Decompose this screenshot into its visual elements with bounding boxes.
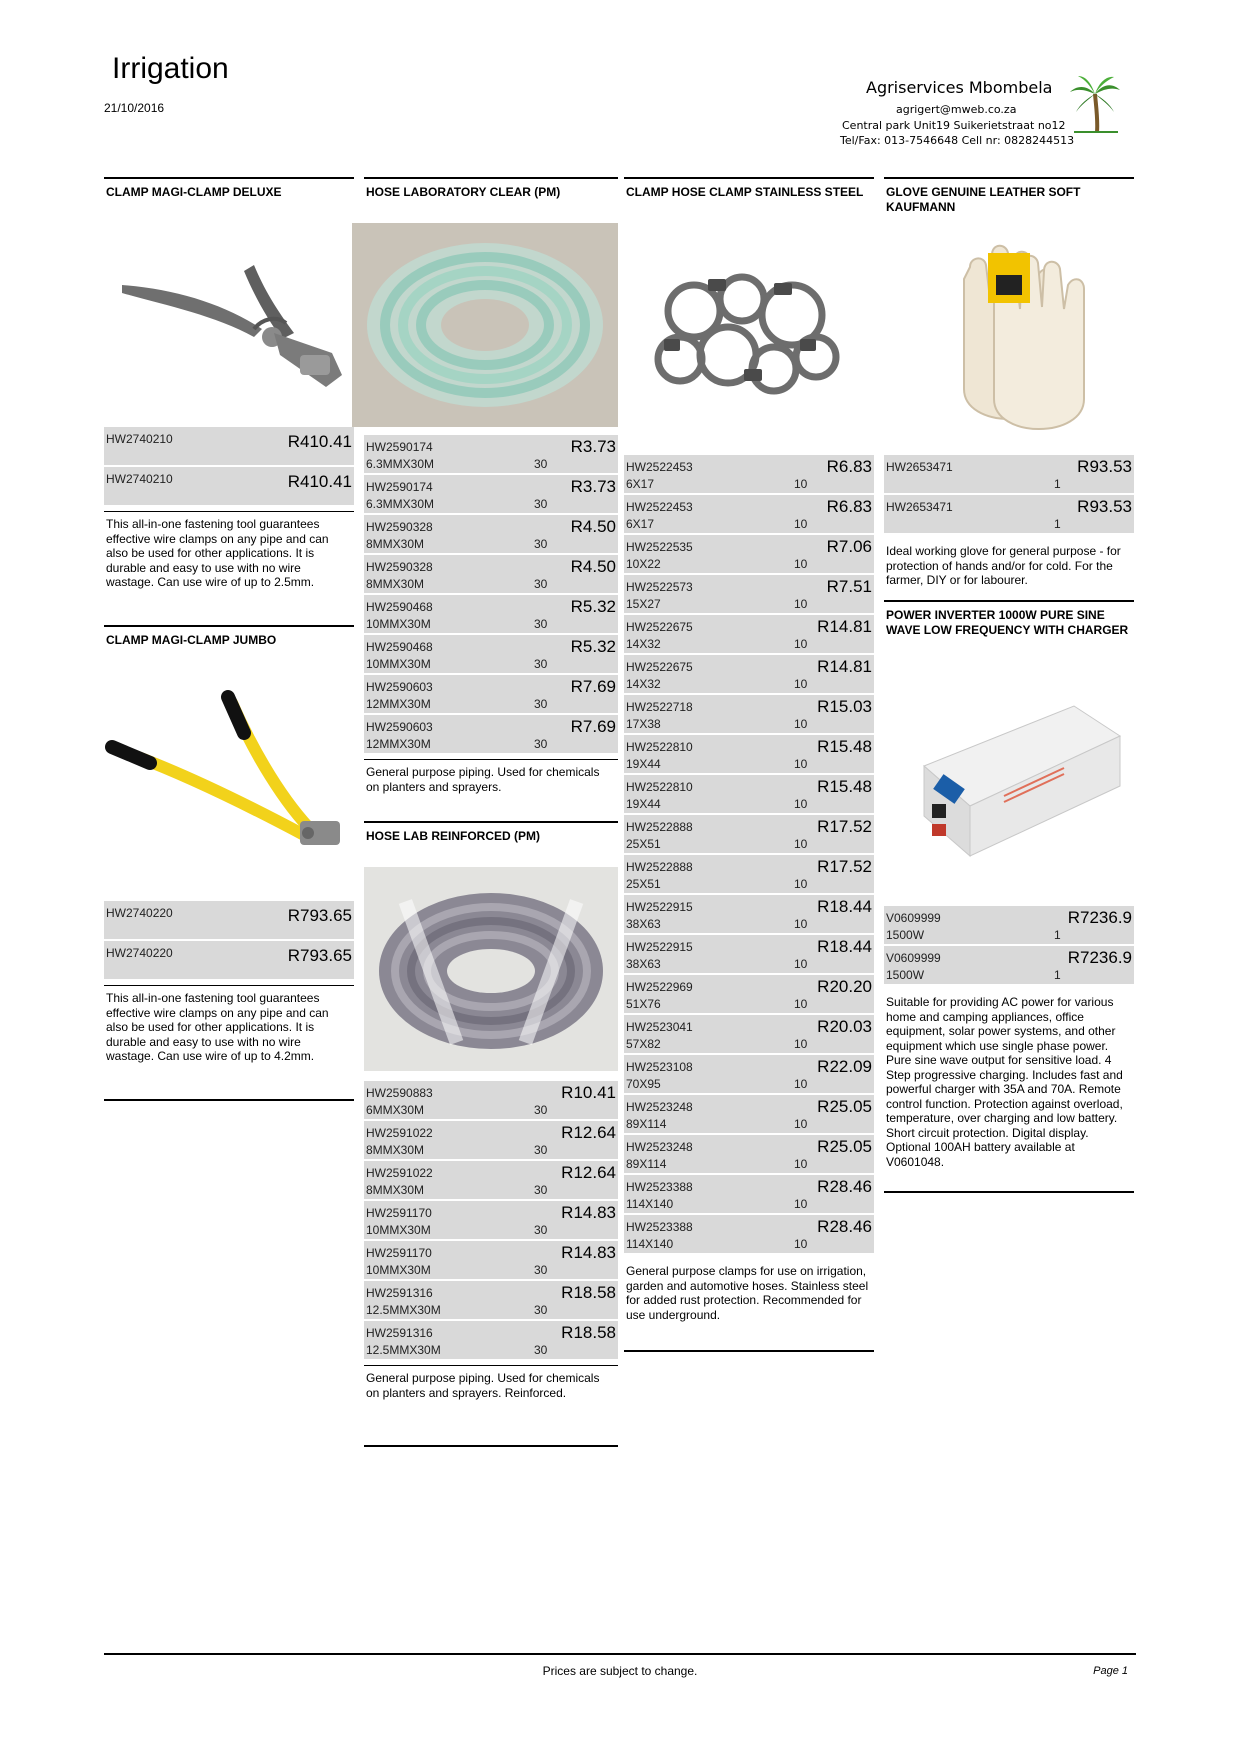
product-price: R20.20: [817, 977, 872, 996]
product-size: 114X140: [626, 1237, 674, 1251]
product-size: 89X114: [626, 1157, 667, 1171]
product-qty: 10: [794, 677, 808, 691]
product-code: HW2740210: [106, 432, 173, 446]
product-row: [364, 635, 618, 675]
product-title: GLOVE GENUINE LEATHER SOFT KAUFMANN: [886, 185, 1081, 214]
product-price: R7236.9: [1067, 948, 1132, 967]
product-size: 38X63: [626, 957, 661, 971]
product-price: R10.41: [561, 1083, 616, 1102]
product-row: [364, 1121, 618, 1161]
product-price: R14.83: [561, 1203, 616, 1222]
product-code: HW2522535: [626, 540, 693, 554]
product-title: HOSE LABORATORY CLEAR (PM): [366, 185, 561, 199]
product-code: V0609999: [886, 911, 941, 925]
product-price: R793.65: [287, 946, 352, 965]
product-code: HW2591022: [366, 1126, 433, 1140]
product-price: R7.51: [826, 577, 872, 596]
product-row: [884, 946, 1134, 986]
product-price: R14.81: [817, 617, 872, 636]
page-number: Page 1: [1093, 1665, 1128, 1677]
product-qty: 10: [794, 557, 808, 571]
product-code: HW2591022: [366, 1166, 433, 1180]
product-code: HW2522915: [626, 940, 693, 954]
footer-divider: [104, 1653, 1136, 1655]
product-price: R18.58: [561, 1283, 616, 1302]
product-row: [104, 941, 354, 981]
product-price: R3.73: [570, 437, 616, 456]
product-row: [884, 495, 1134, 535]
product-size: 6X17: [626, 517, 655, 531]
product-row: [364, 435, 618, 475]
product-qty: 10: [794, 997, 808, 1011]
product-qty: 30: [534, 497, 548, 511]
product-code: HW2590468: [366, 640, 433, 654]
product-row: [624, 895, 874, 935]
product-code: HW2591170: [366, 1206, 432, 1220]
product-row: [624, 455, 874, 495]
product-qty: 30: [534, 457, 548, 471]
divider: [624, 177, 874, 179]
product-qty: 30: [534, 1343, 548, 1357]
product-price: R7.69: [570, 717, 616, 736]
product-qty: 10: [794, 1197, 808, 1211]
product-price: R17.52: [817, 817, 872, 836]
product-code: HW2522573: [626, 580, 693, 594]
product-price: R93.53: [1077, 457, 1132, 476]
product-price: R5.32: [570, 637, 616, 656]
product-size: 6.3MMX30M: [366, 457, 435, 471]
product-size: 17X38: [626, 717, 661, 731]
divider: [104, 1099, 354, 1101]
product-code: HW2522810: [626, 780, 693, 794]
product-code: HW2522888: [626, 820, 693, 834]
product-size: 19X44: [626, 797, 661, 811]
product-size: 8MMX30M: [366, 1183, 425, 1197]
product-code: HW2653471: [886, 500, 953, 514]
product-size: 12.5MMX30M: [366, 1343, 441, 1357]
product-row: [624, 535, 874, 575]
product-price: R3.73: [570, 477, 616, 496]
product-size: 10X22: [626, 557, 661, 571]
product-size: 8MMX30M: [366, 1143, 425, 1157]
divider: [364, 821, 618, 823]
product-price: R18.44: [817, 937, 872, 956]
product-qty: 30: [534, 737, 548, 751]
product-price: R5.32: [570, 597, 616, 616]
product-row: [624, 575, 874, 615]
product-code: HW2740210: [106, 472, 173, 486]
reinforced-hose-coil-icon: [364, 867, 618, 1071]
product-row: [624, 1055, 874, 1095]
yellow-clamp-tool-icon: [104, 653, 354, 901]
product-price: R20.03: [817, 1017, 872, 1036]
product-size: 19X44: [626, 757, 661, 771]
product-price: R4.50: [570, 517, 616, 536]
product-code: HW2522718: [626, 700, 693, 714]
product-code: HW2523041: [626, 1020, 693, 1034]
product-row: [104, 467, 354, 507]
product-code: HW2740220: [106, 946, 173, 960]
divider: [884, 1191, 1134, 1193]
product-size: 12.5MMX30M: [366, 1303, 441, 1317]
product-price: R14.81: [817, 657, 872, 676]
product-size: 6.3MMX30M: [366, 497, 435, 511]
product-price: R12.64: [561, 1163, 616, 1182]
product-qty: 10: [794, 597, 808, 611]
product-row: [624, 1175, 874, 1215]
palm-tree-icon: [1068, 74, 1122, 134]
product-description: General purpose clamps for use on irrigation, garden and automotive hoses. Stainless steel for added rust protection. Recommended for use underground.: [626, 1264, 869, 1322]
product-row: [624, 735, 874, 775]
product-qty: 30: [534, 1303, 548, 1317]
product-size: 6X17: [626, 477, 655, 491]
product-price: R410.41: [287, 472, 352, 491]
product-code: HW2523248: [626, 1100, 693, 1114]
product-qty: 10: [794, 1157, 808, 1171]
product-size: 70X95: [626, 1077, 661, 1091]
product-row: [364, 1321, 618, 1361]
product-price: R6.83: [826, 457, 872, 476]
column-1: [104, 177, 354, 1101]
product-qty: 10: [794, 1117, 808, 1131]
product-qty: 1: [1054, 477, 1061, 491]
product-qty: 1: [1054, 928, 1061, 942]
product-size: 1500W: [886, 928, 925, 942]
product-qty: 10: [794, 1037, 808, 1051]
product-code: HW2590883: [366, 1086, 433, 1100]
product-row: [364, 715, 618, 755]
product-row: [364, 475, 618, 515]
product-title: HOSE LAB REINFORCED (PM): [366, 829, 540, 843]
hose-clamps-icon: [624, 219, 874, 455]
product-row: [364, 1241, 618, 1281]
product-price: R25.05: [817, 1137, 872, 1156]
product-code: HW2590468: [366, 600, 433, 614]
divider: [884, 600, 1134, 602]
company-logo-block: [840, 78, 1140, 150]
product-row: [624, 775, 874, 815]
product-size: 114X140: [626, 1197, 674, 1211]
product-size: 12MMX30M: [366, 737, 431, 751]
product-code: HW2590328: [366, 520, 433, 534]
product-price: R12.64: [561, 1123, 616, 1142]
divider: [364, 177, 618, 179]
product-code: HW2522915: [626, 900, 693, 914]
product-price: R17.52: [817, 857, 872, 876]
company-name: Agriservices Mbombela: [866, 78, 1053, 97]
product-size: 51X76: [626, 997, 661, 1011]
column-2: [364, 177, 618, 1447]
product-row: [624, 495, 874, 535]
product-size: 1500W: [886, 968, 925, 982]
product-code: HW2522810: [626, 740, 693, 754]
product-description: This all-in-one fastening tool guarantees effective wire clamps on any pipe and can also be used for other applications. It is durable and easy to use with no wire wastage. Can use wire of up to 4.2mm.: [104, 985, 354, 1099]
product-qty: 10: [794, 517, 808, 531]
company-email: agrigert@mweb.co.za: [896, 103, 1017, 116]
product-row: [104, 427, 354, 467]
product-code: HW2590603: [366, 720, 433, 734]
product-row: [364, 515, 618, 555]
product-qty: 10: [794, 757, 808, 771]
product-qty: 10: [794, 957, 808, 971]
product-qty: 10: [794, 637, 808, 651]
product-row: [364, 1281, 618, 1321]
product-row: [624, 1015, 874, 1055]
page-date: 21/10/2016: [104, 101, 165, 115]
product-size: 14X32: [626, 637, 661, 651]
company-phone: Tel/Fax: 013-7546648 Cell nr: 0828244513: [840, 134, 1075, 147]
product-code: HW2740220: [106, 906, 173, 920]
divider: [104, 625, 354, 627]
product-row: [884, 906, 1134, 946]
product-qty: 30: [534, 577, 548, 591]
pliers-clamp-icon: [104, 205, 354, 427]
product-size: 12MMX30M: [366, 697, 431, 711]
product-qty: 10: [794, 1237, 808, 1251]
product-row: [364, 1161, 618, 1201]
product-code: HW2523248: [626, 1140, 693, 1154]
product-size: 38X63: [626, 917, 661, 931]
product-title: CLAMP MAGI-CLAMP DELUXE: [106, 185, 282, 199]
power-inverter-icon: [884, 656, 1134, 906]
product-size: 6MMX30M: [366, 1103, 425, 1117]
product-code: HW2523388: [626, 1220, 693, 1234]
company-address: Central park Unit19 Suikerietstraat no12: [842, 119, 1066, 132]
product-size: 10MMX30M: [366, 657, 431, 671]
product-code: HW2522969: [626, 980, 693, 994]
product-price: R28.46: [817, 1177, 872, 1196]
product-qty: 1: [1054, 968, 1061, 982]
product-code: HW2591316: [366, 1286, 433, 1300]
product-row: [364, 595, 618, 635]
product-price: R14.83: [561, 1243, 616, 1262]
product-price: R15.48: [817, 737, 872, 756]
product-code: HW2522453: [626, 460, 693, 474]
product-qty: 30: [534, 1223, 548, 1237]
price-disclaimer: Prices are subject to change.: [542, 1664, 698, 1678]
product-size: 10MMX30M: [366, 1263, 431, 1277]
product-code: HW2590328: [366, 560, 433, 574]
divider: [104, 177, 354, 179]
product-price: R7236.9: [1067, 908, 1132, 927]
product-size: 14X32: [626, 677, 661, 691]
product-price: R18.44: [817, 897, 872, 916]
product-row: [624, 655, 874, 695]
product-row: [364, 1201, 618, 1241]
product-code: HW2522675: [626, 660, 693, 674]
column-3: [624, 177, 874, 1352]
product-code: HW2522888: [626, 860, 693, 874]
divider: [884, 177, 1134, 179]
product-qty: 30: [534, 1103, 548, 1117]
product-code: HW2590174: [366, 480, 433, 494]
product-code: HW2522675: [626, 620, 693, 634]
leather-glove-icon: [884, 219, 1134, 455]
product-qty: 30: [534, 657, 548, 671]
product-price: R28.46: [817, 1217, 872, 1236]
product-code: HW2653471: [886, 460, 953, 474]
product-qty: 10: [794, 877, 808, 891]
product-title: CLAMP MAGI-CLAMP JUMBO: [106, 633, 277, 647]
product-description: General purpose piping. Used for chemicals on planters and sprayers. Reinforced.: [364, 1365, 618, 1445]
product-size: 10MMX30M: [366, 617, 431, 631]
product-size: 57X82: [626, 1037, 661, 1051]
product-code: V0609999: [886, 951, 941, 965]
product-qty: 30: [534, 697, 548, 711]
product-qty: 10: [794, 917, 808, 931]
product-row: [624, 975, 874, 1015]
product-qty: 10: [794, 797, 808, 811]
product-description: Suitable for providing AC power for various home and camping appliances, office equipment, solar power systems, and other equipment which use single phase power. Pure sine wave output for sensitive load. 4 Step progressive charging. Includes fast and powerful charger with 35A and 70A. Remote control function. Protection against overload, temperature, over charging and low battery. Short circuit protection. Digital display. Optional 100AH battery available at V0601048.: [886, 995, 1123, 1169]
product-price: R25.05: [817, 1097, 872, 1116]
product-row: [884, 455, 1134, 495]
product-qty: 10: [794, 1077, 808, 1091]
product-qty: 30: [534, 617, 548, 631]
product-price: R7.06: [826, 537, 872, 556]
product-size: 25X51: [626, 837, 661, 851]
product-row: [624, 855, 874, 895]
product-price: R93.53: [1077, 497, 1132, 516]
product-row: [364, 1081, 618, 1121]
product-row: [104, 901, 354, 941]
product-price: R793.65: [287, 906, 352, 925]
product-size: 89X114: [626, 1117, 667, 1131]
product-price: R18.58: [561, 1323, 616, 1342]
divider: [364, 1445, 618, 1447]
product-row: [624, 695, 874, 735]
product-qty: 30: [534, 537, 548, 551]
product-qty: 10: [794, 837, 808, 851]
product-size: 10MMX30M: [366, 1223, 431, 1237]
product-code: HW2523108: [626, 1060, 693, 1074]
page-title: Irrigation: [112, 52, 229, 85]
product-description: This all-in-one fastening tool guarantees effective wire clamps on any pipe and can also be used for other applications. It is durable and easy to use with no wire wastage. Can use wire of up to 2.5mm.: [104, 511, 354, 625]
product-qty: 30: [534, 1263, 548, 1277]
clear-hose-coil-icon: [352, 223, 618, 427]
product-title: CLAMP HOSE CLAMP STAINLESS STEEL: [626, 185, 864, 199]
product-row: [624, 1135, 874, 1175]
product-size: 8MMX30M: [366, 577, 425, 591]
product-row: [364, 675, 618, 715]
product-row: [624, 935, 874, 975]
product-price: R6.83: [826, 497, 872, 516]
product-qty: 30: [534, 1143, 548, 1157]
product-row: [364, 555, 618, 595]
product-row: [624, 1095, 874, 1135]
product-code: HW2523388: [626, 1180, 693, 1194]
product-price: R15.03: [817, 697, 872, 716]
product-price: R410.41: [287, 432, 352, 451]
product-qty: 10: [794, 717, 808, 731]
product-code: HW2590174: [366, 440, 433, 454]
product-price: R7.69: [570, 677, 616, 696]
product-price: R4.50: [570, 557, 616, 576]
product-qty: 10: [794, 477, 808, 491]
product-row: [624, 615, 874, 655]
product-price: R15.48: [817, 777, 872, 796]
divider: [624, 1350, 874, 1352]
product-size: 8MMX30M: [366, 537, 425, 551]
product-code: HW2591170: [366, 1246, 432, 1260]
product-code: HW2590603: [366, 680, 433, 694]
product-description: Ideal working glove for general purpose - for protection of hands and/or for cold. For the farmer, DIY or for labourer.: [886, 544, 1121, 587]
product-description: General purpose piping. Used for chemicals on planters and sprayers.: [364, 759, 618, 821]
product-size: 25X51: [626, 877, 661, 891]
product-code: HW2522453: [626, 500, 693, 514]
product-qty: 30: [534, 1183, 548, 1197]
product-row: [624, 1215, 874, 1255]
product-row: [624, 815, 874, 855]
product-size: 15X27: [626, 597, 661, 611]
product-code: HW2591316: [366, 1326, 433, 1340]
product-title: POWER INVERTER 1000W PURE SINE WAVE LOW FREQUENCY WITH CHARGER: [886, 608, 1129, 637]
product-qty: 1: [1054, 517, 1061, 531]
product-price: R22.09: [817, 1057, 872, 1076]
column-4: [884, 177, 1134, 1193]
